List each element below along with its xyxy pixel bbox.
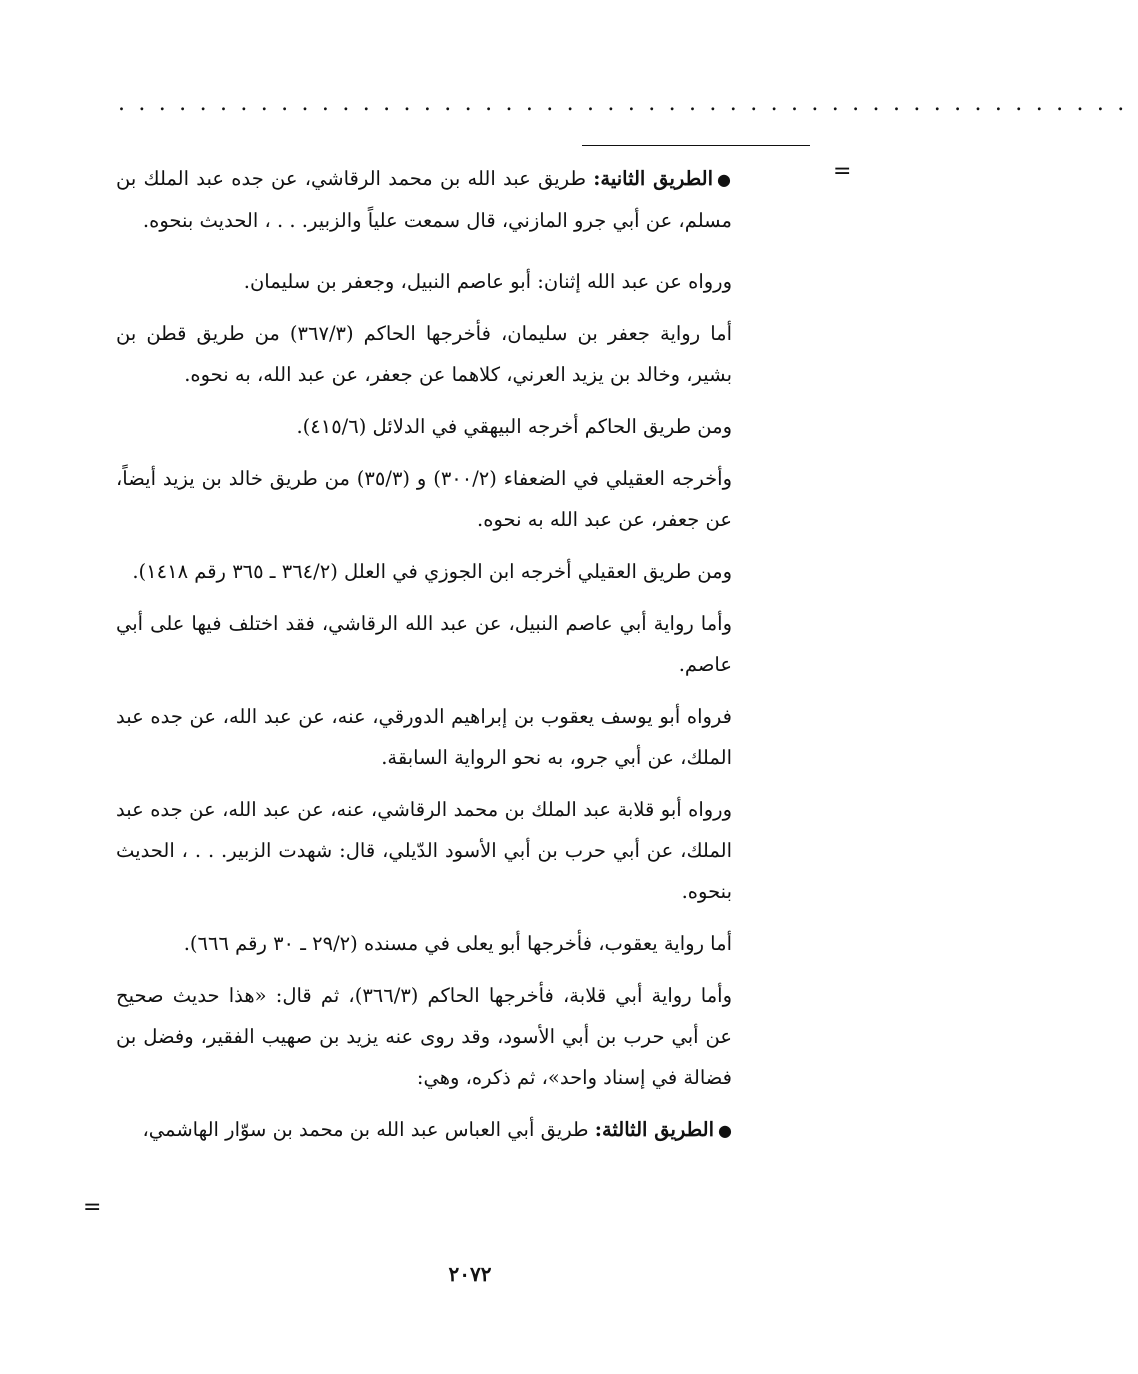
bullet-icon: ● xyxy=(716,170,732,189)
paragraph: وأما رواية أبي عاصم النبيل، عن عبد الله الرقاشي، فقد اختلف فيها على أبي عاصم. xyxy=(116,612,732,676)
paragraph: ورواه عن عبد الله إثنان: أبو عاصم النبيل، وجعفر بن سليمان. xyxy=(243,270,732,293)
dotted-separator: .................................................. xyxy=(118,91,1138,116)
page-number: ٢٠٧٢ xyxy=(448,1262,492,1286)
paragraph: أما رواية يعقوب، فأخرجها أبو يعلى في مسنده (٢٩/٢ ـ ٣٠ رقم ٦٦٦). xyxy=(183,932,732,955)
route-heading: الطريق الثانية: xyxy=(593,167,713,190)
route-heading: الطريق الثالثة: xyxy=(594,1118,715,1141)
paragraph: ومن طريق الحاكم أخرجه البيهقي في الدلائل (٤١٥/٦). xyxy=(296,415,732,438)
paragraph: ومن طريق العقيلي أخرجه ابن الجوزي في العلل (٣٦٤/٢ ـ ٣٦٥ رقم ١٤١٨). xyxy=(132,560,732,583)
paragraph-text: طريق أبي العباس عبد الله بن محمد بن سوّار الهاشمي، xyxy=(142,1118,595,1141)
paragraph-second-route xyxy=(116,158,732,241)
paragraph: وأما رواية أبي قلابة، فأخرجها الحاكم (٣٦٦/٣)، ثم قال: «هذا حديث صحيح عن أبي حرب بن أبي الأسود، وقد روى عنه يزيد بن صهيب الفقير، وفضل بن فضالة في إسناد واحد»، ثم ذكره، وهي: xyxy=(116,984,732,1089)
bullet-icon: ● xyxy=(718,1121,732,1140)
continuation-mark-top: = xyxy=(833,159,852,184)
paragraph-third-route xyxy=(116,1109,732,1151)
paragraph: ورواه أبو قلابة عبد الملك بن محمد الرقاشي، عنه، عن عبد الله، عن جده عبد الملك، عن أبي حرب بن أبي الأسود الدّيلي، قال: شهدت الزبير. . . ، الحديث بنحوه. xyxy=(116,798,732,903)
paragraph-text: طريق عبد الله بن محمد الرقاشي، عن جده عبد الملك بن مسلم، عن أبي جرو المازني، قال سمعت علياً والزبير. . . ، الحديث بنحوه. xyxy=(116,167,732,232)
paragraph: وأخرجه العقيلي في الضعفاء (٣٠٠/٢) و (٣٥/٣) من طريق خالد بن يزيد أيضاً، عن جعفر، عن عبد الله به نحوه. xyxy=(116,467,733,531)
continuation-mark-bottom: = xyxy=(83,1195,102,1220)
paragraph: فرواه أبو يوسف يعقوب بن إبراهيم الدورقي، عنه، عن عبد الله، عن جده عبد الملك، عن أبي جرو، به نحو الرواية السابقة. xyxy=(116,705,732,769)
footnote-rule xyxy=(582,145,810,146)
footnote-body xyxy=(116,158,732,1162)
paragraph: أما رواية جعفر بن سليمان، فأخرجها الحاكم (٣٦٧/٣) من طريق قطن بن بشير، وخالد بن يزيد العرني، كلاهما عن جعفر، عن عبد الله، به نحوه. xyxy=(116,322,733,386)
